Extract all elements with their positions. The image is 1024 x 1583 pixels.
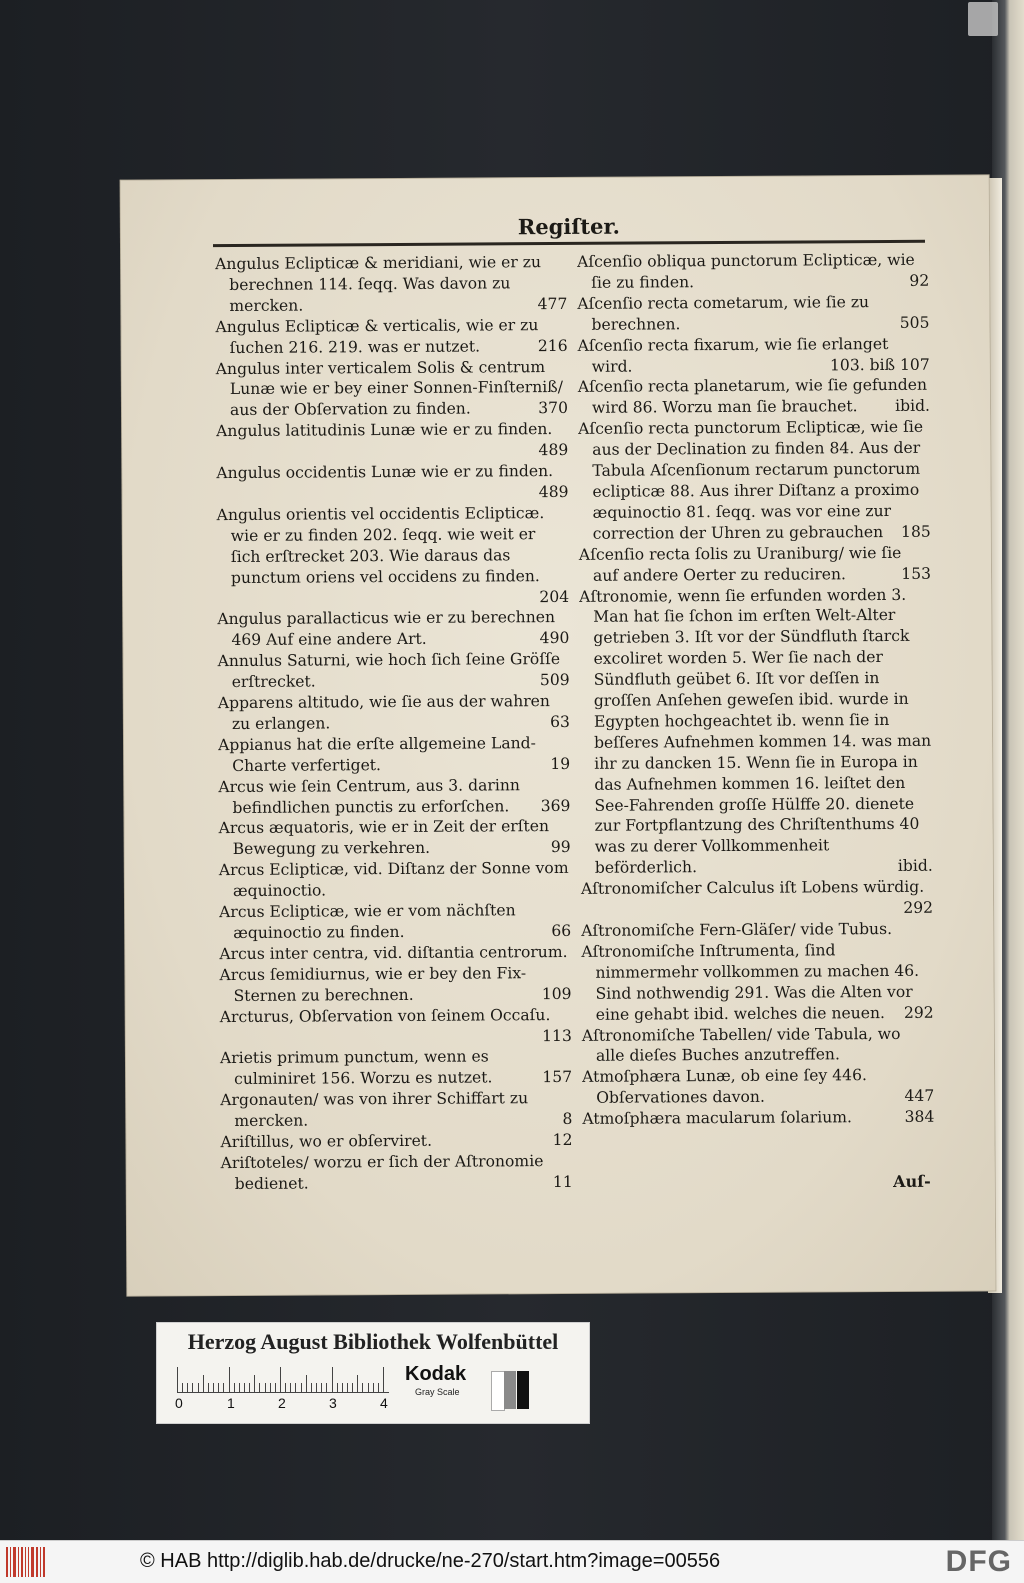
barcode-bar <box>21 1547 23 1577</box>
entry-text: Angulus inter verticalem Solis & centrum Lunæ wie er bey einer Sonnen-Finſterniß/ aus der Obſervation zu finden. <box>216 358 563 420</box>
ruler-tick <box>362 1383 363 1393</box>
ruler-tick <box>316 1383 317 1393</box>
register-entry <box>578 417 931 545</box>
ruler-tick <box>203 1375 204 1393</box>
entry-text: Aſcenſio recta ſolis zu Uraniburg/ wie ſie auf andere Oerter zu reduciren. <box>579 544 902 585</box>
barcode-bar <box>40 1547 41 1577</box>
entry-text: Ariſtoteles/ worzu er ſich der Aſtronomie bedienet. <box>221 1152 544 1193</box>
entry-page-number: 66 <box>543 921 571 942</box>
register-entry <box>219 816 571 860</box>
ruler-tick <box>321 1383 322 1393</box>
register-entry <box>217 607 569 651</box>
entry-page-number: 509 <box>532 670 570 691</box>
entry-text: Angulus occidentis Lunæ wie er zu finden. <box>216 462 553 482</box>
book-page <box>121 175 996 1295</box>
entry-page-number: 489 <box>531 482 569 503</box>
register-entry <box>581 919 933 942</box>
ruler-tick <box>187 1383 188 1393</box>
entry-page-number: 477 <box>530 294 568 315</box>
catchword: Auſ- <box>893 1172 931 1191</box>
entry-text: Arcus Eclipticæ, wie er vom nächſten æquinoctio zu finden. <box>219 901 516 942</box>
ruler-tick <box>229 1367 230 1393</box>
register-entry <box>219 858 571 902</box>
register-entry <box>579 542 931 586</box>
ruler-tick <box>357 1375 358 1393</box>
register-entry <box>582 1107 934 1130</box>
entry-page-number: 19 <box>542 754 570 775</box>
entry-text: Aſcenſio recta fixarum, wie ſie erlanget wird. <box>578 335 889 376</box>
ruler-tick <box>378 1383 379 1393</box>
ruler-tick <box>290 1383 291 1393</box>
entry-text: Arcturus, Obſervation von ſeinem Occaſu. <box>220 1006 551 1026</box>
entry-page-number: 8 <box>554 1109 572 1130</box>
entry-page-number: 103. biß 107 <box>822 354 930 376</box>
register-entry <box>215 252 567 317</box>
register-entry <box>215 315 567 359</box>
entry-page-number: 292 <box>896 1002 934 1023</box>
register-entry <box>220 1130 572 1153</box>
entry-text: Angulus parallacticus wie er zu berechnen 469 Auf eine andere Art. <box>217 608 555 649</box>
ruler-tick <box>198 1383 199 1393</box>
register-entry <box>217 503 570 610</box>
register-entry <box>219 963 571 1007</box>
entry-text: Atmoſphæra Lunæ, ob eine ſey 446. Obſervationes davon. <box>582 1066 867 1107</box>
color-target-card <box>156 1322 590 1424</box>
register-entry <box>218 691 570 735</box>
entry-text: Angulus Eclipticæ & verticalis, wie er zu ſuchen 216. 219. was er nutzet. <box>215 316 538 357</box>
register-entry <box>577 250 929 294</box>
entry-page-number: ibid. <box>890 856 933 877</box>
barcode-bar <box>31 1547 34 1577</box>
dfg-logo: DFG <box>946 1545 1012 1579</box>
page-header <box>213 206 925 250</box>
ruler-tick <box>275 1383 276 1393</box>
scale-ruler <box>177 1363 389 1393</box>
scale-number: 1 <box>227 1395 235 1411</box>
ruler-tick <box>234 1383 235 1393</box>
scale-number: 4 <box>380 1395 388 1411</box>
register-entry <box>220 1046 572 1090</box>
entry-text: Annulus Saturni, wie hoch ſich ſeine Gröſſe erſtrecket. <box>217 650 560 691</box>
entry-page-number: 216 <box>530 336 568 357</box>
entry-text: Aſcenſio recta planetarum, wie ſie gefunden wird 86. Worzu man ſie brauchet. <box>578 376 927 417</box>
entry-page-number: 370 <box>530 398 568 419</box>
entry-page-number: 99 <box>543 837 571 858</box>
register-entry <box>218 775 570 819</box>
register-entry <box>216 419 568 463</box>
ruler-tick <box>259 1383 260 1393</box>
entry-text: Angulus latitudinis Lunæ wie er zu finden. <box>216 420 552 440</box>
entry-text: Ariſtillus, wo er obſerviret. <box>220 1132 432 1151</box>
entry-page-number: 113 <box>534 1025 572 1046</box>
ruler-tick <box>295 1383 296 1393</box>
barcode-bar <box>43 1547 45 1577</box>
entry-page-number: 63 <box>542 712 570 733</box>
register-entry <box>218 733 570 777</box>
entry-text: Aſcenſio obliqua punctorum Eclipticæ, wie ſie zu finden. <box>577 251 915 292</box>
ruler-tick <box>192 1383 193 1393</box>
entry-text: Appianus hat die erſte allgemeine Land-Charte verfertiget. <box>218 734 536 775</box>
entry-page-number: 204 <box>531 586 569 607</box>
barcode-bar <box>36 1547 38 1577</box>
corner-clip-icon <box>968 2 998 36</box>
register-entry <box>221 1151 573 1195</box>
entry-text: Aſtronomiſche Fern-Gläſer/ vide Tubus. <box>581 920 892 940</box>
copyright-url[interactable]: © HAB http://diglib.hab.de/drucke/ne-270/start.htm?image=00556 <box>140 1550 720 1573</box>
entry-text: Apparens altitudo, wie ſie aus der wahren zu erlangen. <box>218 692 550 733</box>
entry-page-number: 109 <box>534 984 572 1005</box>
ruler-tick <box>306 1375 307 1393</box>
entry-page-number: 185 <box>893 522 931 543</box>
entry-page-number: 11 <box>545 1172 573 1193</box>
ruler-tick <box>368 1383 369 1393</box>
library-name: Herzog August Bibliothek Wolfenbüttel <box>157 1329 589 1355</box>
entry-text: Arcus Eclipticæ, vid. Diſtanz der Sonne vom æquinoctio. <box>219 859 569 900</box>
entry-page-number: ibid. <box>887 396 930 417</box>
left-column <box>215 252 573 1195</box>
entry-text: Aſcenſio recta cometarum, wie ſie zu berechnen. <box>577 293 869 334</box>
entry-text: Argonauten/ was von ihrer Schiffart zu mercken. <box>220 1089 528 1130</box>
scale-number: 2 <box>278 1395 286 1411</box>
entry-page-number: 12 <box>545 1130 573 1151</box>
register-entry <box>581 940 934 1026</box>
ruler-tick <box>223 1383 224 1393</box>
entry-text: Aſtronomiſche Tabellen/ vide Tabula, wo alle dieſes Buches anzutreffen. <box>582 1024 901 1065</box>
gray-swatch-black <box>517 1371 529 1409</box>
register-entry <box>578 375 930 419</box>
ruler-tick <box>218 1383 219 1393</box>
ruler-tick <box>182 1383 183 1393</box>
ruler-tick <box>352 1383 353 1393</box>
register-entry <box>219 942 571 965</box>
entry-page-number: 384 <box>897 1107 935 1128</box>
ruler-tick <box>332 1367 333 1393</box>
entry-page-number: 157 <box>534 1067 572 1088</box>
register-entry <box>216 461 568 505</box>
ruler-tick <box>301 1383 302 1393</box>
register-entry <box>582 1065 934 1109</box>
entry-text: Aſtronomiſcher Calculus iſt Lobens würdig. <box>581 878 924 898</box>
entry-text: Arcus æquatoris, wie er in Zeit der erſten Bewegung zu verkehren. <box>219 818 550 859</box>
ruler-tick <box>342 1383 343 1393</box>
gray-scale-label: Gray Scale <box>415 1387 460 1397</box>
entry-text: Angulus orientis vel occidentis Eclipticæ. wie er zu finden 202. ſeqq. wie weit er ſich erſtrecket 203. Wie daraus das punctum oriens vel occidens zu finden. <box>217 504 545 587</box>
barcode-bar <box>18 1547 19 1577</box>
entry-page-number: 92 <box>901 271 929 292</box>
register-entry <box>578 333 930 377</box>
ruler-tick <box>326 1383 327 1393</box>
entry-text: Arcus inter centra, vid. diſtantia centrorum. <box>219 943 567 963</box>
entry-page-number: 447 <box>896 1086 934 1107</box>
barcode-bar <box>6 1547 8 1577</box>
barcode-bar <box>13 1547 16 1577</box>
entry-text: Arcus ſemidiurnus, wie er bey den Fix-Sternen zu berechnen. <box>219 964 526 1005</box>
barcode-icon <box>6 1547 46 1577</box>
gray-swatch-white <box>491 1371 505 1411</box>
entry-text: Aſcenſio recta punctorum Eclipticæ, wie ſie aus der Declination zu finden 84. Aus der Tabula Aſcenſionum rectarum punctorum eclipticæ 88. Aus ihrer Diſtanz a proximo æquinoctio 81. ſeqq. was vor eine zur correction der Uhren zu gebrauchen <box>578 418 923 543</box>
ruler-tick <box>177 1367 178 1393</box>
register-entry <box>217 649 569 693</box>
register-entry <box>220 1005 572 1049</box>
entry-page-number: 369 <box>533 795 571 816</box>
ruler-tick <box>337 1383 338 1393</box>
scale-number: 0 <box>175 1395 183 1411</box>
ruler-tick <box>270 1383 271 1393</box>
register-entry <box>216 356 568 421</box>
entry-text: Arietis primum punctum, wenn es culminiret 156. Worzu es nutzet. <box>220 1048 493 1088</box>
header-rule <box>213 240 925 247</box>
scale-number: 3 <box>329 1395 337 1411</box>
footer-bar <box>0 1540 1024 1583</box>
register-entry <box>577 292 929 336</box>
entry-page-number: 153 <box>893 563 931 584</box>
entry-text: Aſtronomie, wenn ſie erfunden worden 3. Man hat ſie ſchon im erſten Welt-Alter getrieben 3. Iſt vor der Sündfluth ſtarck excoliret worden 5. Wer ſie nach der Sündfluth geübet 6. Iſt vor deſſen in groſſen Anſehen geweſen ibid. wurde in Egypten hochgeachtet ib. wenn ſie in beſſeres Aufnehmen kommen 14. was man ihr zu dancken 15. Wenn ſie in Europa in das Aufnehmen kommen 16. leiſtet den See-Fahrenden groſſe Hülffe 20. dienete zur Fortpflantzung des Chriſtenthums 40 was zu derer Vollkommenheit beförderlich. <box>579 585 931 877</box>
register-entry <box>581 877 933 921</box>
ruler-tick <box>311 1383 312 1393</box>
ruler-tick <box>249 1383 250 1393</box>
barcode-bar <box>25 1547 26 1577</box>
entry-page-number: 490 <box>532 628 570 649</box>
entry-page-number: 505 <box>892 312 930 333</box>
entry-text: Atmoſphæra macularum ſolarium. <box>582 1108 852 1128</box>
kodak-logo: Kodak <box>405 1363 466 1386</box>
right-column <box>577 250 934 1130</box>
ruler-tick <box>244 1383 245 1393</box>
ruler-tick <box>254 1375 255 1393</box>
entry-text: Aſtronomiſche Inſtrumenta, ſind nimmermehr vollkommen zu machen 46. Sind nothwendig 291. Was die Alten vor eine gehabt ibid. welches die neuen. <box>581 941 919 1023</box>
ruler-tick <box>239 1383 240 1393</box>
entry-page-number: 489 <box>530 440 568 461</box>
ruler-tick <box>347 1383 348 1393</box>
ruler-tick <box>383 1367 384 1393</box>
page-title: Regiſter. <box>213 212 925 241</box>
gray-swatch-mid <box>504 1371 516 1409</box>
register-entry <box>579 584 933 879</box>
entry-text: Angulus Eclipticæ & meridiani, wie er zu berechnen 114. ſeqq. Was davon zu mercken. <box>215 253 541 315</box>
barcode-bar <box>10 1547 11 1577</box>
register-entry <box>220 1088 572 1132</box>
ruler-tick <box>213 1383 214 1393</box>
ruler-tick <box>208 1383 209 1393</box>
ruler-tick <box>373 1383 374 1393</box>
entry-page-number: 292 <box>895 898 933 919</box>
entry-text: Arcus wie ſein Centrum, aus 3. darinn befindlichen punctis zu erforſchen. <box>218 776 520 817</box>
ruler-tick <box>280 1367 281 1393</box>
register-entry <box>219 900 571 944</box>
ruler-tick <box>265 1383 266 1393</box>
ruler-tick <box>285 1383 286 1393</box>
register-entry <box>582 1023 934 1067</box>
barcode-bar <box>28 1547 29 1577</box>
